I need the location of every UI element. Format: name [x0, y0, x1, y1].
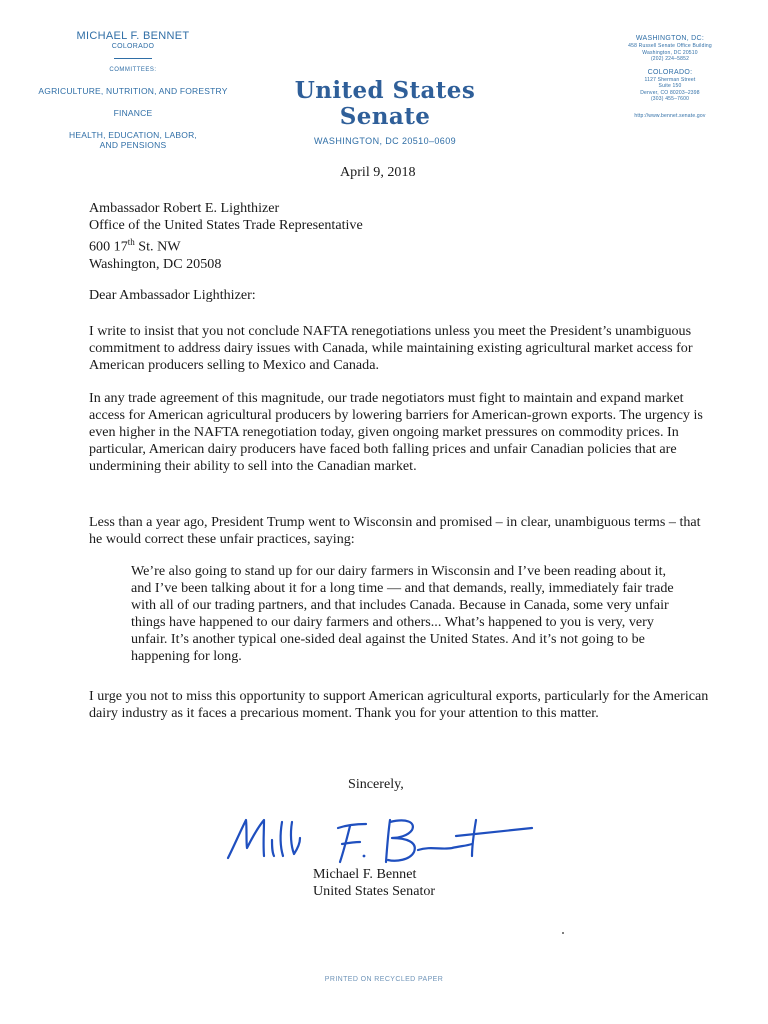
co-office-label: COLORADO: [647, 68, 693, 76]
letterhead-center [270, 78, 500, 146]
co-office-line: Suite 150 [658, 83, 682, 89]
website-url: http://www.bennet.senate.gov [634, 112, 706, 119]
block-quote: We’re also going to stand up for our dairy farmers in Wisconsin and I’ve been reading about it, and I’ve been talking about it for a long time — and that demands, really, immediately fair trade with all of our trading partners, and that includes Canada. Because in Canada, some very unfair things have happened to our dairy farmers and others... What’s happened to you is very, very unfair. It’s another typical one-sided deal against the United States. And it’s not going to be happening for long. [131, 563, 674, 664]
letterhead-left [18, 30, 248, 150]
recipient-line: Office of the United States Trade Representative [89, 217, 363, 233]
senate-address: WASHINGTON, DC 20510–0609 [313, 136, 457, 146]
dc-office-label: WASHINGTON, DC: [635, 35, 705, 42]
committee-item: AND PENSIONS [99, 140, 167, 150]
signer-name: Michael F. Bennet [313, 866, 417, 882]
signer-title: United States Senator [313, 883, 436, 899]
paragraph: I urge you not to miss this opportunity to support American agricultural exports, particularly for the American dairy industry as it faces a precarious moment. Thank you for your attention to this matter. [89, 688, 709, 721]
recipient-line: Washington, DC 20508 [89, 255, 222, 272]
committee-item: AGRICULTURE, NUTRITION, AND FORESTRY [38, 86, 228, 96]
senator-name: MICHAEL F. BENNET [76, 30, 190, 42]
co-office-line: (303) 455–7600 [650, 96, 690, 102]
letter-date: April 9, 2018 [340, 164, 416, 180]
paragraph: In any trade agreement of this magnitude, our trade negotiators must fight to maintain and expand market access for American agricultural producers by lowering barriers for American-grown exports. The urgency is even higher in the NAFTA renegotiation today, given ongoing market pressures on commodity prices. In particular, American dairy producers have faced both falling prices and unfair Canadian policies that are undermining their ability to sell into the Canadian market. [89, 390, 703, 474]
salutation: Dear Ambassador Lighthizer: [89, 287, 256, 303]
signature-image [220, 806, 540, 872]
recipient-line: Ambassador Robert E. Lighthizer [89, 200, 280, 216]
recipient-line: 600 17th St. NW [89, 237, 181, 255]
committee-item: FINANCE [113, 108, 153, 118]
recipient-block [89, 200, 363, 273]
senator-state: COLORADO [111, 43, 155, 50]
paper-speck [562, 932, 564, 934]
co-office-line: 1127 Sherman Street [644, 76, 696, 83]
closing: Sincerely, [348, 776, 404, 792]
dc-office-line: Washington, DC 20510 [642, 49, 698, 56]
signer-block [313, 866, 435, 900]
paragraph: I write to insist that you not conclude NAFTA renegotiations unless you meet the President’s unambiguous commitment to address dairy issues with Canada, while maintaining existing agricultural market access for American producers selling to Mexico and Canada. [89, 323, 693, 373]
committees-label: COMMITTEES: [109, 67, 157, 73]
committee-item: HEALTH, EDUCATION, LABOR, [69, 130, 197, 140]
paragraph: Less than a year ago, President Trump went to Wisconsin and promised – in clear, unambiguous terms – that he would correct these unfair practices, saying: [89, 514, 701, 547]
dc-office-line: (202) 224–5852 [650, 56, 690, 62]
letterhead-right [600, 34, 740, 119]
dc-office-line: 458 Russell Senate Office Building [628, 43, 712, 49]
divider [114, 58, 152, 59]
recycled-paper-note: PRINTED ON RECYCLED PAPER [324, 976, 444, 983]
senate-title: United States Senate [294, 77, 476, 130]
co-office-line: Denver, CO 80203–2398 [640, 89, 700, 96]
